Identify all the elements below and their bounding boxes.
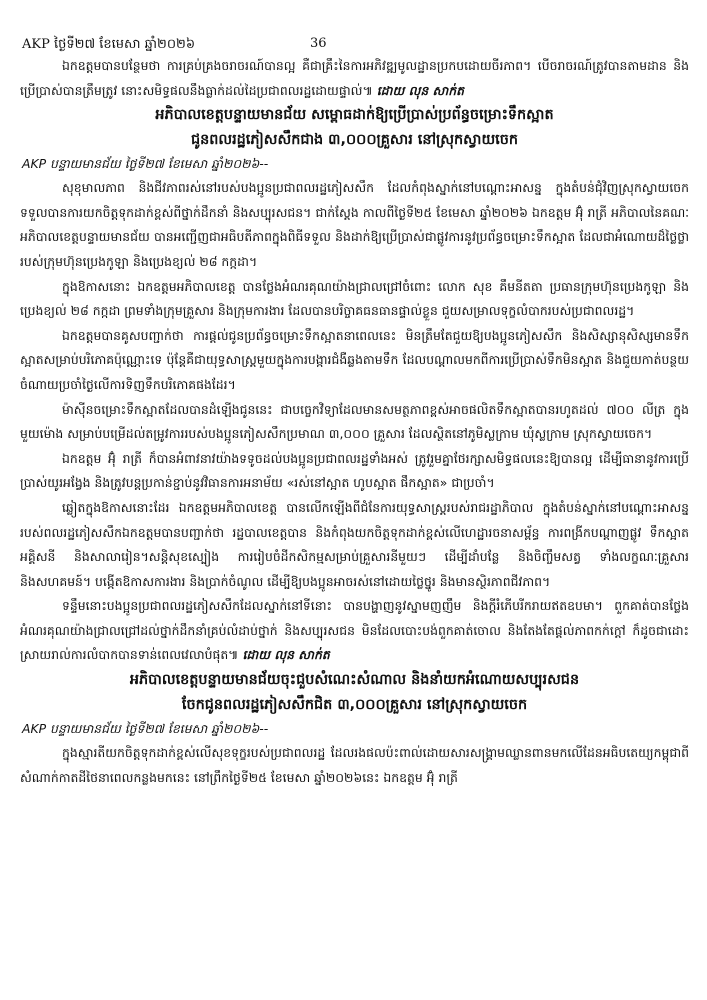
page-header <box>20 34 689 54</box>
article-2-paragraph: ឯកឧត្តម អ៊ុំ រាត្រី ក៏បានអំពាវនាវយ៉ាងទទូចដល់បងប្អូនប្រជាពលរដ្ឋទាំងអស់ ត្រូវរួមគ្នាថែរក្សាសមិទ្ធផលនេះឱ្យបានល្អ ដើម្បីធានានូវការប្រើប្រាស់យូរអង្វែង និងត្រូវបន្តប្រកាន់ខ្ជាប់នូវវិធានការអនាម័យ «រស់នៅស្អាត ហូបស្អាត ផឹកស្អាត» ជាប្រចាំ។ <box>20 450 689 491</box>
page-number: 36 <box>310 36 327 51</box>
article-2-paragraph: ក្នុងឱកាសនោះ ឯកឧត្តមអភិបាលខេត្ត បានថ្លែងអំណរគុណយ៉ាងជ្រាលជ្រៅចំពោះ លោក សុខ គឹមនីតតា ប្រធានក្រុមហ៊ុនប្រេងកូឡា និងប្រេងខ្យល់ ២៨ កក្កដា ព្រមទាំងក្រុមគ្រួសារ និងក្រុមការងារ ដែលបានបរិច្ចាគធនធានផ្ទាល់ខ្លួន ជួយសម្រាលទុក្ខលំបាករបស់ប្រជាពលរដ្ឋ។ <box>20 278 689 319</box>
article-2-paragraph: សុខុមាលភាព និងជីវភាពរស់នៅរបស់បងប្អូនប្រជាពលរដ្ឋភៀសសឹក ដែលកំពុងស្នាក់នៅបណ្ដោះអាសន្ន ក្នុងតំបន់ជុំវិញស្រុកស្វាយចេក ទទួលបានការយកចិត្តទុកដាក់ខ្ពស់ពីថ្នាក់ដឹកនាំ និងសប្បុរសជន។ ជាក់ស្ដែង កាលពីថ្ងៃទី២៥ ខែមេសា ឆ្នាំ២០២៦ ឯកឧត្តម អ៊ុំ រាត្រី អភិបាលនៃគណៈអភិបាលខេត្តបន្ទាយមានជ័យ បានអញ្ជើញជាអធិបតីភាពក្នុងពិធីទទួល និងដាក់ឱ្យប្រើប្រាស់ជាផ្លូវការនូវប្រព័ន្ធចម្រោះទឹកស្អាត ដែលជាអំណោយដ៏ថ្លៃថ្លារបស់ក្រុមហ៊ុនប្រេងកូឡា និងប្រេងខ្យល់ ២៨ កក្កដា។ <box>20 180 689 269</box>
article-2-paragraph: ឆ្លៀតក្នុងឱកាសនោះដែរ ឯកឧត្តមអភិបាលខេត្ត បានលើកឡើងពីជំនែការយុទ្ធសាស្ត្ររបស់រាជរដ្ឋាភិបាល ក្នុងតំបន់ស្នាក់នៅបណ្ដោះអាសន្នរបស់ពលរដ្ឋភៀសសឹកឯកឧត្តមបានបញ្ជាក់ថា រដ្ឋបាលខេត្តបាន និងកំពុងយកចិត្តទុកដាក់ខ្ពស់លើហេដ្ឋារចនាសម្ព័ន្ធ ការពង្រីកបណ្ដាញផ្លូវ ទឹកស្អាត អគ្គិសនី និងសាលារៀន។សន្តិសុខស្បៀង ការរៀបចំដីកសិកម្មសម្រាប់គ្រួសារនីមួយៗ ដើម្បីដាំបន្លែ និងចិញ្ចឹមសត្វ ទាំងលក្ខណៈគ្រួសារ និងសហគមន៍។ បង្កើតឱកាសការងារ និងប្រាក់ចំណូល ដើម្បីឱ្យបងប្អូនអាចរស់នៅដោយថ្លៃថ្នូរ និងមានស្ថិរភាពជីវភាព។ <box>20 499 689 589</box>
headline-line: ចែកជូនពលរដ្ឋភៀសសឹកជិត ៣,០០០គ្រួសារ នៅស្រុកស្វាយចេក <box>181 696 528 713</box>
headline-line: អភិបាលខេត្តបន្ទាយមានជ័យចុះជួបសំណេះសំណាល និងនាំយកអំណោយសប្បុរសជន <box>129 672 580 689</box>
article-1 <box>20 54 689 103</box>
headline-line: អភិបាលខេត្តបន្ទាយមានជ័យ សម្ពោធដាក់ឱ្យប្រើប្រាស់ប្រព័ន្ធចម្រោះទឹកស្អាត <box>155 107 554 124</box>
paragraph-text: ឯកឧត្ដមបានបន្ថែមថា ការគ្រប់គ្រងចរាចរណ៍បានល្អ គឺជាគ្រឹះនៃការអភិវឌ្ឍមូលដ្ឋានប្រកបដោយចីរភាព។ បើចរាចរណ៍ត្រូវបានតាមដាន និងប្រើប្រាស់បានត្រឹមត្រូវ នោះសមិទ្ធផលនឹងធ្លាក់ដល់ដៃប្រជាពលរដ្ឋដោយផ្ទាល់៕ <box>20 58 689 98</box>
byline: ដោយ លុន សាក់ត <box>376 82 465 98</box>
article-2-paragraph: ឯកឧត្តមបានគូសបញ្ជាក់ថា ការផ្ដល់ជូនប្រព័ន្ធចម្រោះទឹកស្អាតនាពេលនេះ មិនត្រឹមតែជួយឱ្យបងប្អូនភៀសសឹក និងសិស្សានុសិស្សមានទឹកស្អាតសម្រាប់បរិភោគប៉ុណ្ណោះទេ ប៉ុន្ដែគឺជាយុទ្ធសាស្ត្រមួយក្នុងការបង្ការជំងឺឆ្លងតាមទឹក ដែលបណ្ដាលមកពីការប្រើប្រាស់ទឹកមិនស្អាត និងជួយកាត់បន្ថយចំណាយប្រចាំថ្ងៃលើការទិញទឹកបរិភោគផងដែរ។ <box>20 327 689 392</box>
paragraph-text: ទន្ទឹមនោះបងប្អូនប្រជាពលរដ្ឋភៀសសឹកដែលស្នាក់នៅទីនោះ បានបង្ហាញនូវស្នាមញញឹម និងក្ដីរំភើបរីករាយឥតឧបមា។ ពួកគាត់បានថ្លែងអំណរគុណយ៉ាងជ្រាលជ្រៅដល់ថ្នាក់ដឹកនាំគ្រប់លំដាប់ថ្នាក់ និងសប្បុរសជន មិនដែលបោះបង់ពួកគាត់ចោល និងតែងតែផ្ដល់ភាពកក់ក្ដៅ ក៏ដូចជាដោះស្រាយរាល់ការលំបាកបានទាន់ពេលវេលាបំផុត៕ <box>20 598 689 663</box>
article-3 <box>20 668 689 790</box>
article-2 <box>20 103 689 668</box>
article-3-paragraph: ក្នុងស្មារតីយកចិត្តទុកដាក់ខ្ពស់លើសុខទុក្ខរបស់ប្រជាពលរដ្ឋ ដែលរងផលប៉ះពាល់ដោយសារសង្គ្រាមឈ្លានពានមកលើដែនអធិបតេយ្យកម្ពុជាពីសំណាក់កាតដីថៃនាពេលកន្លងមកនេះ នៅព្រឹកថ្ងៃទី២៥ ខែមេសា ឆ្នាំ២០២៦នេះ ឯកឧត្តម អ៊ុំ រាត្រី <box>20 745 689 785</box>
article-1-paragraph <box>20 54 689 103</box>
dateline: AKP បន្ទាយមានជ័យ ថ្ងៃទី២៧ ខែមេសា ឆ្នាំ២០២៦-- <box>22 721 269 737</box>
header-date: AKP ថ្ងៃទី២៧ ខែមេសា ឆ្នាំ២០២៦ <box>22 37 196 52</box>
headline-line: ជូនពលរដ្ឋភៀសសឹកជាង ៣,០០០គ្រួសារ នៅស្រុកស្វាយចេក <box>191 131 518 148</box>
article-2-paragraph: ម៉ាស៊ីនចម្រោះទឹកស្អាតដែលបានដំឡើងជូននេះ ជាបច្ចេកវិទ្យាដែលមានសមត្ថភាពខ្ពស់អាចផលិតទឹកស្អាតបានរហូតដល់ ៧០០ លីត្រ ក្នុងមួយម៉ោង សម្រាប់បម្រើដល់តម្រូវការរបស់បងប្អូនភៀសសឹកប្រមាណ ៣,០០០ គ្រួសារ ដែលស្ថិតនៅភូមិស្លក្រាម ឃុំស្លក្រាម ស្រុកស្វាយចេក។ <box>20 401 689 442</box>
article-2-paragraph <box>20 594 689 668</box>
dateline: AKP បន្ទាយមានជ័យ ថ្ងៃទី២៧ ខែមេសា ឆ្នាំ២០២៦-- <box>22 156 269 172</box>
byline: ដោយ លុន សាក់ត <box>242 647 330 663</box>
